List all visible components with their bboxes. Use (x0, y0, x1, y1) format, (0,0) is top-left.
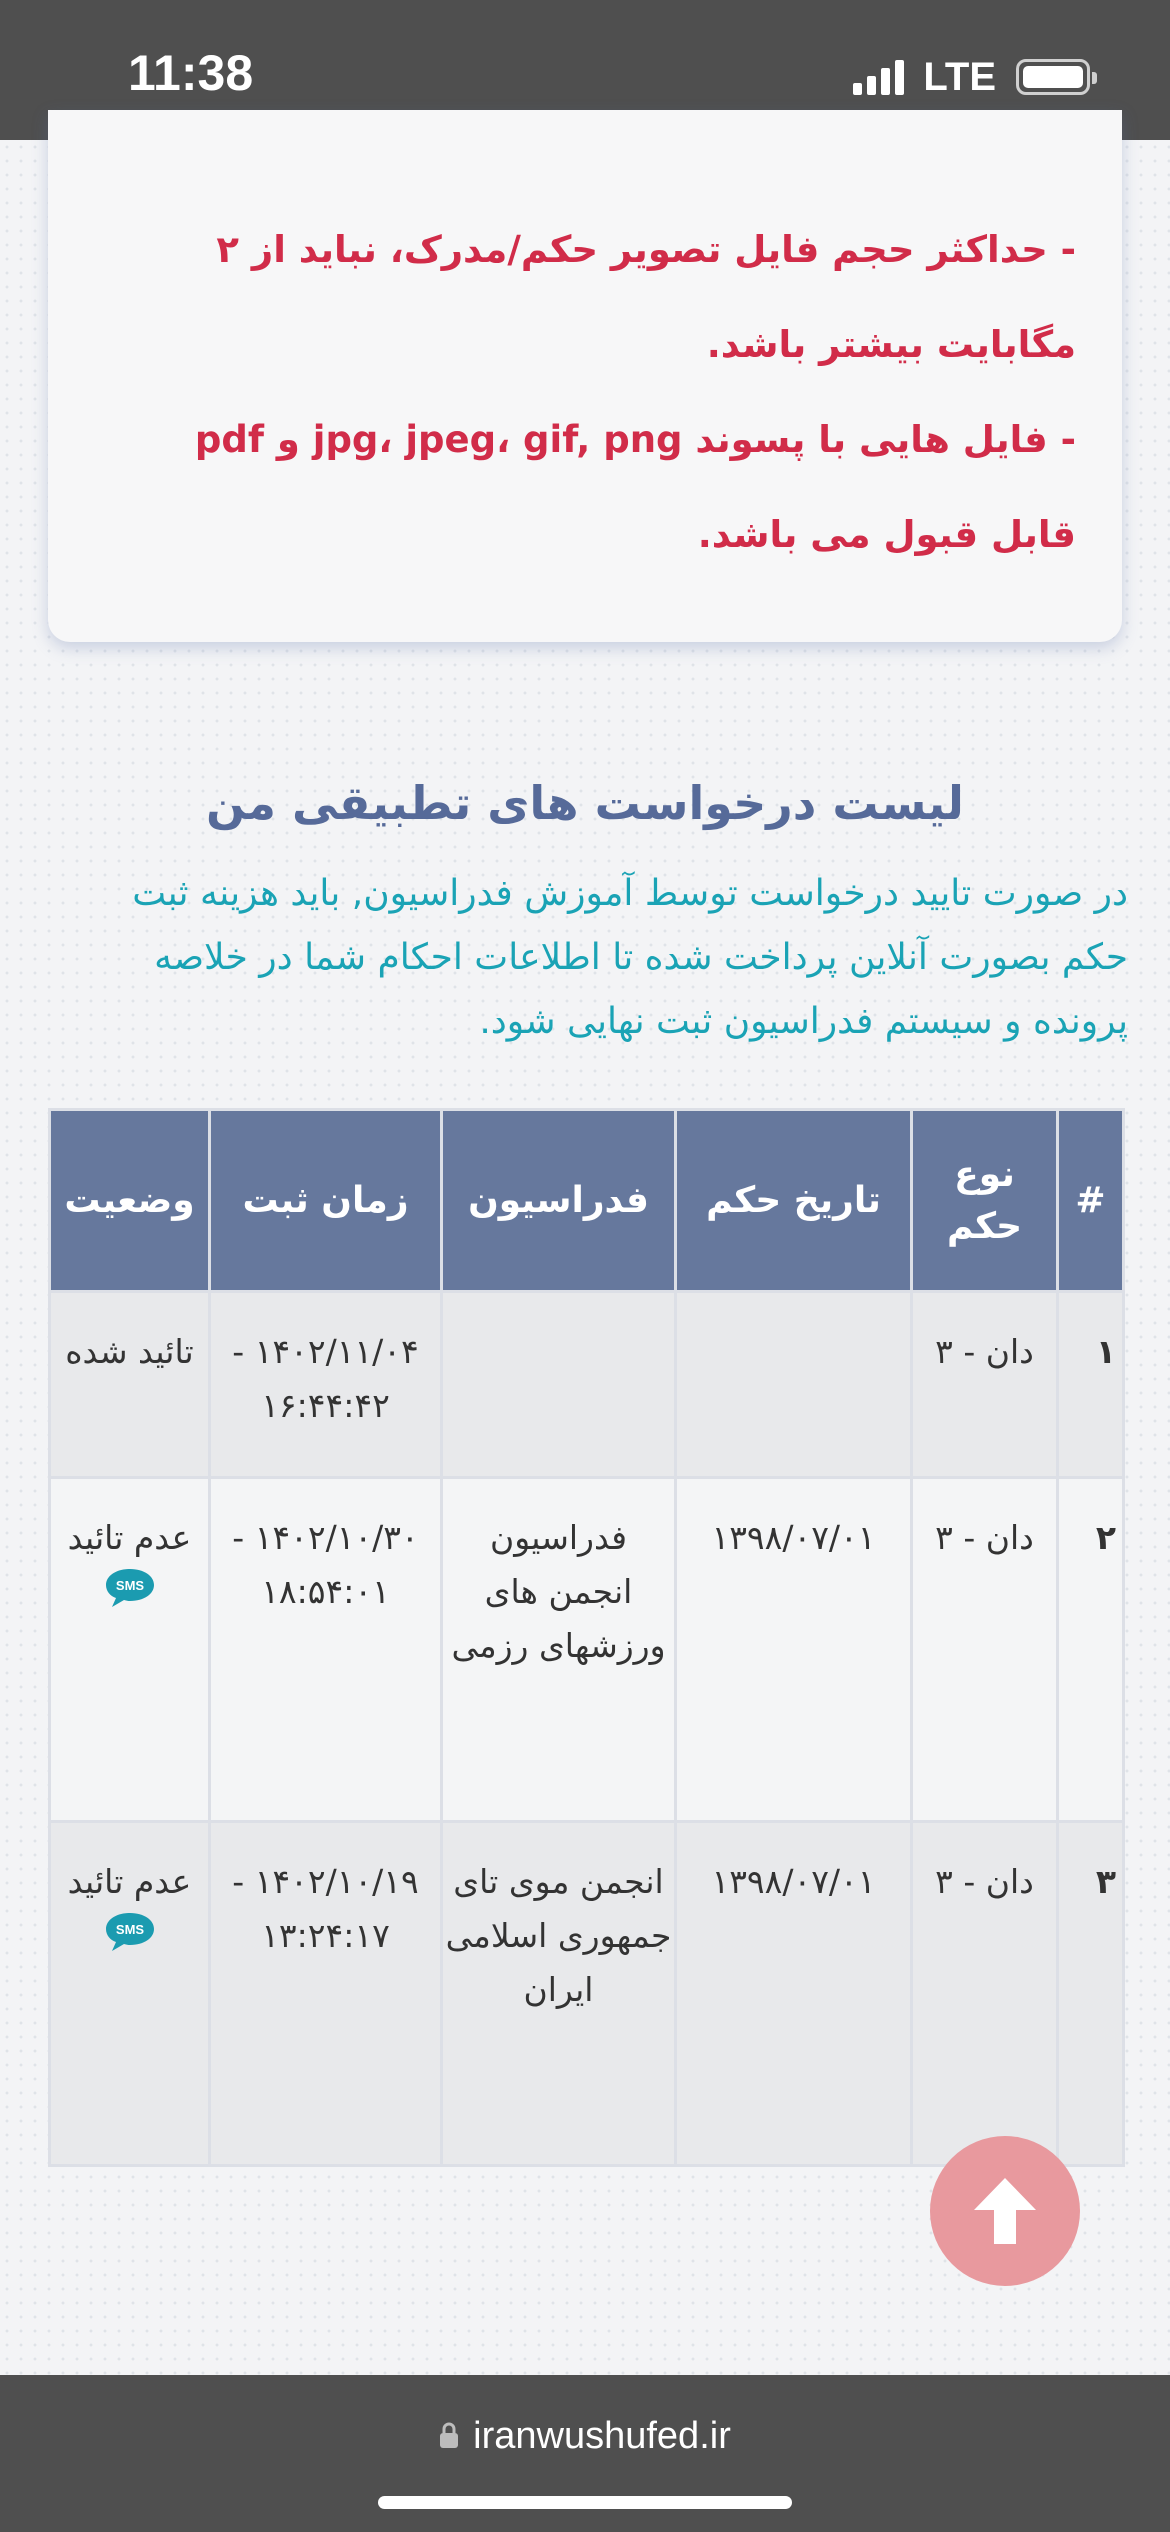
table-row (50, 1292, 1124, 1478)
requests-table (48, 1108, 1125, 2167)
notice-line: - فایل هایی با پسوند jpg، jpeg، gif, png و pdf (194, 418, 1076, 461)
table-header-row (50, 1110, 1124, 1292)
sms-icon[interactable] (104, 1911, 156, 1953)
sms-label: SMS (115, 1922, 144, 1937)
notice-line: قابل قبول می باشد. (697, 513, 1076, 556)
header-type: نوع حکم (912, 1110, 1058, 1292)
signal-icon (853, 59, 909, 95)
table-row (50, 1822, 1124, 2166)
header-federation: فدراسیون (442, 1110, 676, 1292)
cell-federation (442, 1292, 676, 1478)
sms-icon[interactable] (104, 1567, 156, 1609)
sms-label: SMS (115, 1578, 144, 1593)
table-row (50, 1478, 1124, 1822)
cell-federation: انجمن موی تای جمهوری اسلامی ایران (442, 1822, 676, 2166)
address-bar[interactable] (0, 2415, 1170, 2458)
cell-num: ۱ (1058, 1292, 1124, 1478)
url-text: iranwushufed.ir (473, 2415, 731, 2457)
cell-status (50, 1478, 210, 1822)
cell-ruling-date (676, 1292, 912, 1478)
lock-icon (439, 2421, 459, 2449)
header-ruling-date: تاریخ حکم (676, 1110, 912, 1292)
cell-registered-time: ۱۴۰۲/۱۰/۳۰ - ۱۸:۵۴:۰۱ (210, 1478, 442, 1822)
status-indicators (853, 52, 1090, 102)
cell-registered-time: ۱۴۰۲/۱۰/۱۹ - ۱۳:۲۴:۱۷ (210, 1822, 442, 2166)
upload-notice-card (48, 110, 1122, 642)
header-status: وضعیت (50, 1110, 210, 1292)
cell-federation: فدراسیون انجمن های ورزشهای رزمی (442, 1478, 676, 1822)
cell-num: ۳ (1058, 1822, 1124, 2166)
status-rejected: عدم تائید (67, 1518, 192, 1557)
status-approved: تائید شده (65, 1332, 194, 1371)
section-description: در صورت تایید درخواست توسط آموزش فدراسیون, باید هزینه ثبت حکم بصورت آنلاین پرداخت شده تا اطلاعات احکام شما در خلاصه پرونده و سیستم فدراسیون ثبت نهایی شود. (132, 873, 1128, 1042)
cell-num: ۲ (1058, 1478, 1124, 1822)
cell-type: دان - ۳ (912, 1822, 1058, 2166)
browser-bottom-bar (0, 2375, 1170, 2532)
cell-type: دان - ۳ (912, 1478, 1058, 1822)
home-indicator (378, 2496, 792, 2509)
cell-status (50, 1292, 210, 1478)
header-num: # (1058, 1110, 1124, 1292)
cell-status (50, 1822, 210, 2166)
scroll-to-top-button[interactable] (930, 2136, 1080, 2286)
battery-icon (1016, 59, 1090, 95)
header-registered-time: زمان ثبت (210, 1110, 442, 1292)
cell-ruling-date: ۱۳۹۸/۰۷/۰۱ (676, 1478, 912, 1822)
status-rejected: عدم تائید (67, 1862, 192, 1901)
arrow-up-icon (972, 2176, 1038, 2246)
cell-registered-time: ۱۴۰۲/۱۱/۰۴ - ۱۶:۴۴:۴۲ (210, 1292, 442, 1478)
cell-type: دان - ۳ (912, 1292, 1058, 1478)
status-time: 11:38 (128, 45, 254, 101)
notice-line: مگابایت بیشتر باشد. (706, 323, 1076, 366)
section-title: لیست درخواست های تطبیقی من (206, 776, 964, 830)
cell-ruling-date: ۱۳۹۸/۰۷/۰۱ (676, 1822, 912, 2166)
network-type: LTE (923, 54, 996, 99)
notice-line: - حداکثر حجم فایل تصویر حکم/مدرک، نباید از ۲ (216, 228, 1076, 271)
